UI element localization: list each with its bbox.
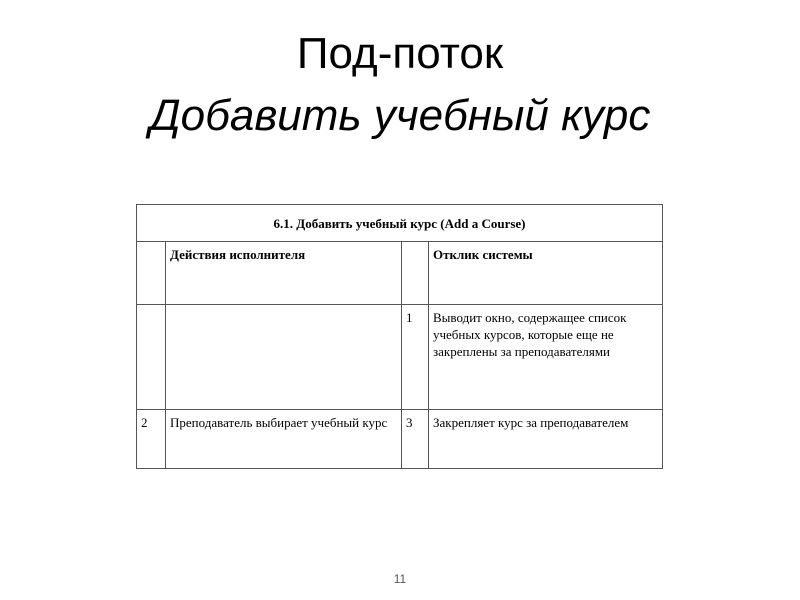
row-actor-number	[137, 305, 166, 410]
table-caption-row	[137, 205, 663, 242]
row-system-number: 1	[402, 305, 429, 410]
row-system-response: Выводит окно, содержащее список учебных курсов, которые еще не закреплены за преподавателями	[429, 305, 663, 410]
table-header-row	[137, 242, 663, 305]
page-number: 11	[393, 572, 407, 586]
slide-title: Под-поток	[296, 29, 504, 78]
header-system-response: Отклик системы	[429, 242, 663, 305]
row-system-number: 3	[402, 410, 429, 469]
row-actor-action: Преподаватель выбирает учебный курс	[166, 410, 402, 469]
table-caption: 6.1. Добавить учебный курс (Add a Course)	[137, 205, 663, 242]
row-system-response: Закрепляет курс за преподавателем	[429, 410, 663, 469]
row-actor-number: 2	[137, 410, 166, 469]
header-system-number	[402, 242, 429, 305]
table-row	[137, 305, 663, 410]
use-case-flow-table	[136, 204, 663, 469]
table-row	[137, 410, 663, 469]
slide-subtitle: Добавить учебный курс	[149, 91, 651, 140]
header-actor-actions: Действия исполнителя	[166, 242, 402, 305]
row-actor-action	[166, 305, 402, 410]
header-actor-number	[137, 242, 166, 305]
